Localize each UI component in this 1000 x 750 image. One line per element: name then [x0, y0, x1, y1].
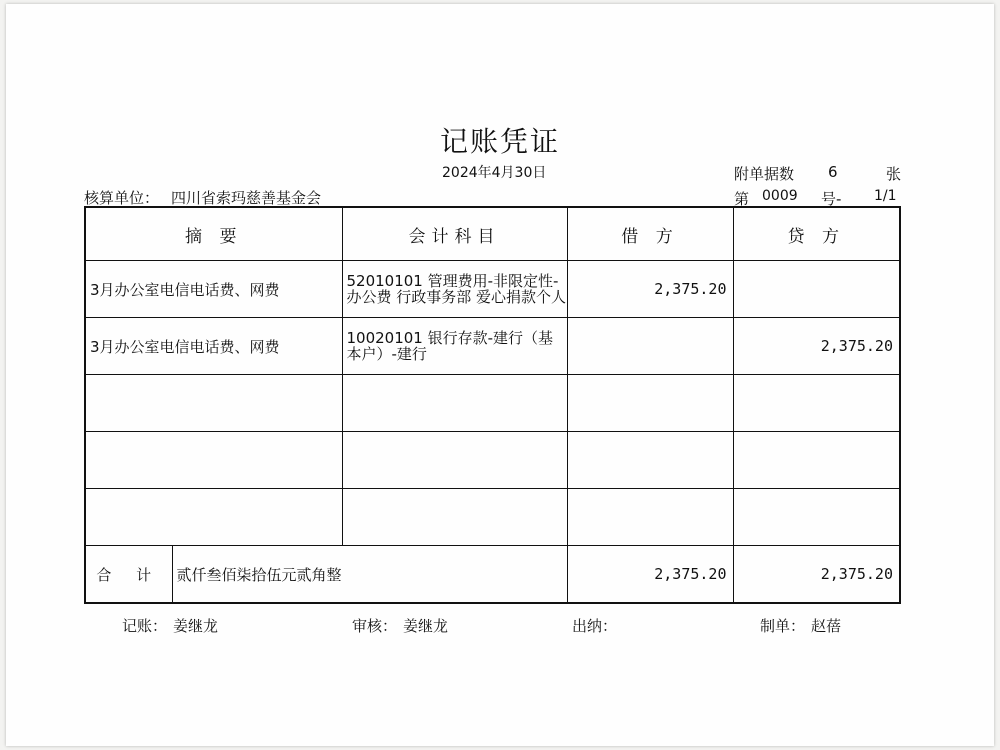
preparer-label: 制单： [760, 617, 806, 635]
table-row [85, 318, 900, 375]
entry-debit: 2,375.20 [567, 261, 733, 318]
bookkeeper-name: 姜继龙 [173, 617, 219, 635]
voucher-title: 记账凭证 [439, 125, 560, 158]
empty-cell [567, 489, 733, 546]
attachments-count: 6 [828, 163, 838, 181]
entry-summary: 3月办公室电信电话费、网费 [85, 261, 342, 318]
attachments-unit: 张 [886, 165, 902, 183]
reviewer-name: 姜继龙 [403, 617, 449, 635]
voucher-table [84, 206, 901, 604]
empty-cell [567, 432, 733, 489]
empty-cell [342, 432, 567, 489]
reviewer-signature [352, 615, 448, 636]
empty-cell [342, 489, 567, 546]
empty-cell [567, 375, 733, 432]
col-credit-header: 贷 方 [733, 207, 900, 261]
total-amount-in-words: 贰仟叁佰柒拾伍元贰角整 [172, 546, 567, 604]
organization-name: 四川省索玛慈善基金会 [171, 189, 322, 207]
preparer-name: 赵蓓 [811, 617, 842, 635]
cashier-label: 出纳： [572, 617, 618, 635]
empty-cell [85, 375, 342, 432]
voucher-page: 1/1 [874, 188, 897, 204]
organization-label: 核算单位： [84, 189, 160, 207]
voucher-no-suffix: 号- [821, 190, 842, 208]
empty-row [85, 375, 900, 432]
total-row [85, 546, 900, 604]
preparer-signature [760, 615, 841, 636]
entry-credit [733, 261, 900, 318]
entry-credit: 2,375.20 [733, 318, 900, 375]
total-credit: 2,375.20 [733, 546, 900, 604]
total-label: 合 计 [85, 546, 172, 604]
voucher-no-number: 0009 [762, 188, 798, 204]
empty-cell [733, 432, 900, 489]
table-row [85, 261, 900, 318]
empty-cell [85, 432, 342, 489]
reviewer-label: 审核： [352, 617, 398, 635]
empty-row [85, 432, 900, 489]
header-row [85, 207, 900, 261]
entry-summary: 3月办公室电信电话费、网费 [85, 318, 342, 375]
empty-cell [733, 375, 900, 432]
empty-cell [85, 489, 342, 546]
empty-row [85, 489, 900, 546]
total-debit: 2,375.20 [567, 546, 733, 604]
voucher-date: 2024年4月30日 [442, 165, 547, 181]
organization [84, 187, 321, 208]
col-account-header: 会计科目 [342, 207, 567, 261]
cashier-signature [572, 615, 623, 636]
voucher-no-label: 第 [734, 190, 750, 208]
empty-cell [342, 375, 567, 432]
col-debit-header: 借 方 [567, 207, 733, 261]
voucher-sheet [6, 4, 994, 746]
entry-account: 52010101 管理费用-非限定性-办公费 行政事务部 爱心捐款个人 [342, 261, 567, 318]
entry-debit [567, 318, 733, 375]
col-summary-header: 摘 要 [85, 207, 342, 261]
bookkeeper-signature [122, 615, 218, 636]
empty-cell [733, 489, 900, 546]
attachments-label: 附单据数 [734, 165, 795, 183]
entry-account: 10020101 银行存款-建行（基本户）-建行 [342, 318, 567, 375]
bookkeeper-label: 记账： [122, 617, 168, 635]
